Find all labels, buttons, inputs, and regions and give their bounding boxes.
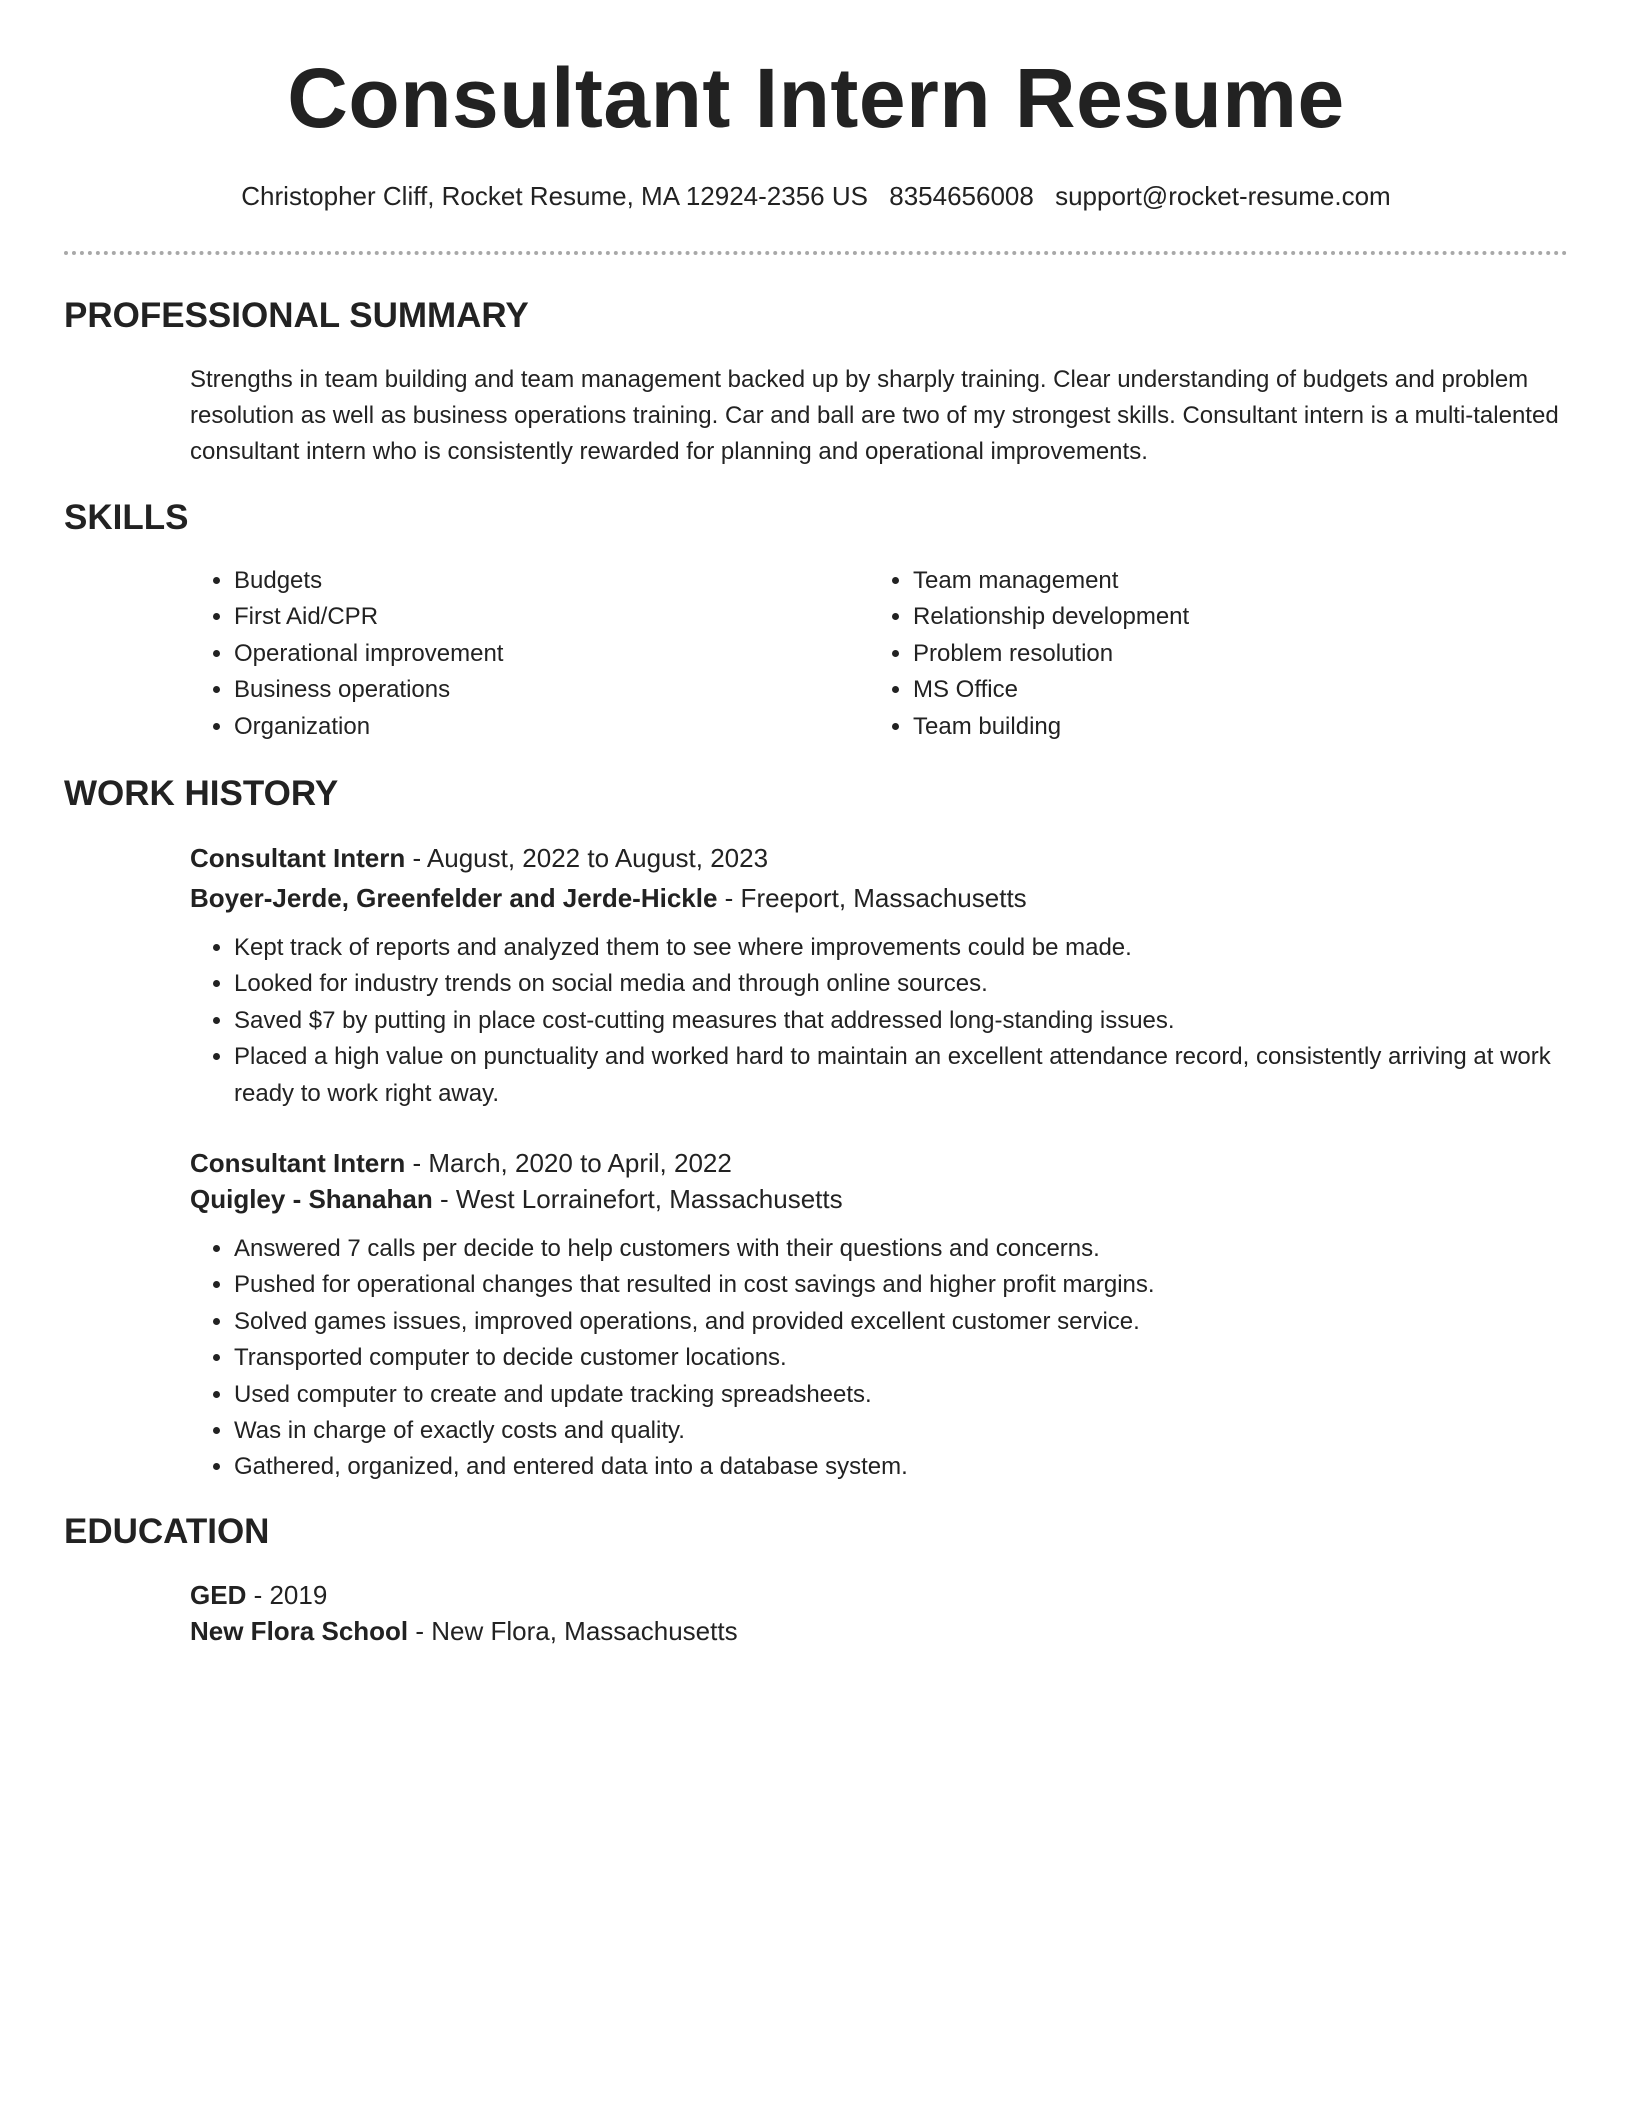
education-degree: GED [190,1580,247,1610]
job-bullet: • Used computer to create and update tracking spreadsheets. [234,1377,1568,1413]
education-location: - New Flora, Massachusetts [408,1616,738,1646]
skill-item: • Team building [913,709,1513,745]
job-bullet: • Gathered, organized, and entered data into a database system. [234,1449,1568,1485]
education-heading: EDUCATION [64,1512,270,1551]
job-bullet: • Kept track of reports and analyzed them to see where improvements could be made. [234,930,1568,966]
job-bullet: • Was in charge of exactly costs and quality. [234,1413,1568,1449]
job-entry [190,1145,1568,1486]
job-dates: - August, 2022 to August, 2023 [405,843,769,873]
skill-item: • Relationship development [913,599,1513,635]
job-title: Consultant Intern [190,1148,406,1178]
job-location: - West Lorrainefort, Massachusetts [432,1184,843,1214]
job-bullets [190,930,1568,1112]
job-bullet: • Transported computer to decide customer locations. [234,1340,1568,1376]
summary-section [190,362,1568,470]
job-title: Consultant Intern [190,843,406,873]
skill-item: • Operational improvement [234,636,834,672]
skill-item: • Problem resolution [913,636,1513,672]
job-location: - Freeport, Massachusetts [717,883,1027,913]
job-company-line [190,880,1568,916]
header-divider [64,251,1568,255]
work-heading: WORK HISTORY [64,774,339,813]
skill-item: • Team management [913,563,1513,599]
job-company: Quigley - Shanahan [190,1184,433,1214]
job-entry [190,840,1568,1112]
job-bullet: • Looked for industry trends on social media and through online sources. [234,966,1568,1002]
education-entry [190,1577,1568,1649]
job-title-line [190,1145,1568,1181]
contact-phone: 8354656008 [889,181,1034,211]
job-bullet: • Solved games issues, improved operations, and provided excellent customer service. [234,1304,1568,1340]
education-school-line [190,1613,1568,1649]
skill-item: • Business operations [234,672,834,708]
job-title-line [190,840,1568,876]
education-year: - 2019 [246,1580,328,1610]
job-bullet: • Answered 7 calls per decide to help customers with their questions and concerns. [234,1231,1568,1267]
skill-item: • First Aid/CPR [234,599,834,635]
job-company: Boyer-Jerde, Greenfelder and Jerde-Hickle [190,883,718,913]
job-bullet: • Saved $7 by putting in place cost-cutting measures that addressed long-standing issues. [234,1003,1568,1039]
resume-title: Consultant Intern Resume [287,51,1345,145]
skill-item: • Budgets [234,563,834,599]
job-dates: - March, 2020 to April, 2022 [405,1148,732,1178]
summary-heading: PROFESSIONAL SUMMARY [64,296,529,335]
education-school: New Flora School [190,1616,409,1646]
skills-heading: SKILLS [64,498,189,537]
job-bullets [190,1231,1568,1486]
contact-address: Christopher Cliff, Rocket Resume, MA 12924-2356 US [241,181,868,211]
education-degree-line [190,1577,1568,1613]
skill-item: • Organization [234,709,834,745]
skills-list-left [190,563,834,745]
job-company-line [190,1181,1568,1217]
contact-email: support@rocket-resume.com [1055,181,1391,211]
skill-item: • MS Office [913,672,1513,708]
summary-text: Strengths in team building and team management backed up by sharply training. Clear understanding of budgets and problem resolution as well as business operations training. Car and ball are two of my strongest skills. Consultant intern is a multi-talented consultant intern who is consistently rewarded for planning and operational improvements. [190,366,1559,465]
contact-line [64,181,1568,212]
job-bullet: • Pushed for operational changes that resulted in cost savings and higher profit margins. [234,1267,1568,1303]
job-bullet: • Placed a high value on punctuality and worked hard to maintain an excellent attendance record, consistently arriving at work ready to work right away. [234,1039,1568,1112]
skills-list-right [869,563,1513,745]
